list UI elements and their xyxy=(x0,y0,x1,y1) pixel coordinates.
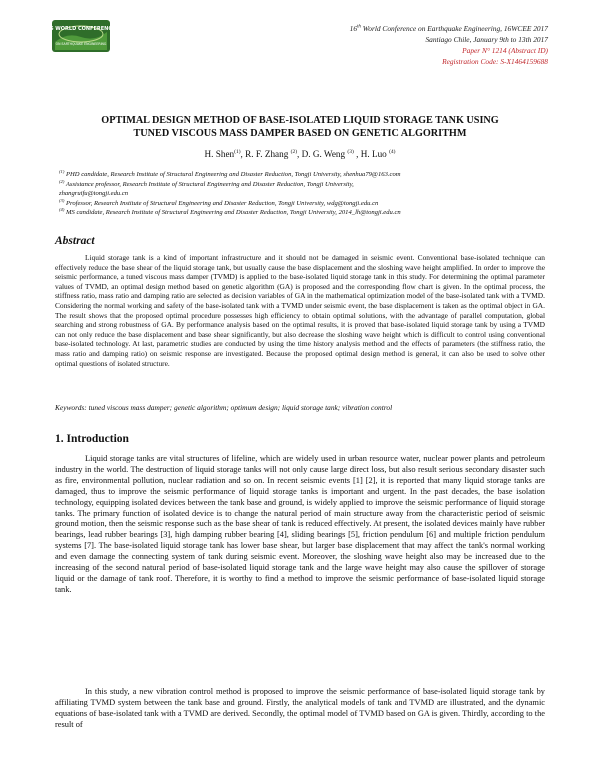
affiliation xyxy=(55,180,545,190)
affiliation-list xyxy=(55,170,545,218)
conference-place-date: Santiago Chile, January 9th to 13th 2017 xyxy=(425,35,548,44)
title-line-1: OPTIMAL DESIGN METHOD OF BASE-ISOLATED LIQUID STORAGE TANK USING xyxy=(101,115,499,126)
affiliation xyxy=(55,199,545,209)
affiliation-text: MS candidate, Research Institute of Structural Engineering and Disaster Reduction, Tongji University, 2014_lh@tongji.edu.cn xyxy=(64,209,401,217)
author-affiliation-mark: (2) xyxy=(290,148,298,155)
affiliation-mark: (4) xyxy=(59,207,65,213)
keywords: Keywords: tuned viscous mass damper; genetic algorithm; optimum design; liquid storage tank; vibration control xyxy=(55,403,393,412)
author xyxy=(245,149,301,159)
introduction-heading: 1. Introduction xyxy=(55,433,129,445)
abstract-heading: Abstract xyxy=(55,235,95,247)
author xyxy=(205,149,246,159)
author-name: H. Shen xyxy=(204,149,235,159)
affiliation-mark: (2) xyxy=(59,178,65,184)
paper-number: Paper N° 1214 (Abstract ID) xyxy=(462,46,548,55)
conference-header xyxy=(350,23,548,67)
author xyxy=(302,149,361,159)
affiliation-text: Professor, Research Institute of Structural Engineering and Disaster Reduction, Tongji University, wdg@tongji.edu.cn xyxy=(64,199,379,207)
affiliation-mark: (3) xyxy=(59,197,65,203)
logo-top-text: 16 WORLD CONFERENCE xyxy=(46,26,116,32)
introduction-paragraph-2: In this study, a new vibration control method is proposed to improve the seismic performance of base-isolated liquid storage tank by affiliating TVMD system between the tank base and ground. Firstly, the analytical models of tank and TVMD are illustrated, and the dynamic equations of base-isolated tank with a TVMD are derived. Secondly, the optimal model of TVMD based on GA is given. Thirdly, according to the result of xyxy=(55,687,545,729)
author xyxy=(361,149,396,159)
conference-name: 16th World Conference on Earthquake Engineering, 16WCEE 2017 xyxy=(349,24,548,33)
affiliation-text: Assistance professor, Research Institute of Structural Engineering and Disaster Reduction, Tongji University, xyxy=(64,180,354,188)
title-line-2: TUNED VISCOUS MASS DAMPER BASED ON GENETIC ALGORITHM xyxy=(133,127,467,139)
affiliation-mark: (1) xyxy=(59,168,65,174)
author-affiliation-mark: (1) xyxy=(234,148,241,155)
affiliation-text: PHD candidate, Research Institute of Structural Engineering and Disaster Reduction, Tongji University, shenhua79@163.com xyxy=(64,171,401,178)
author-list xyxy=(52,149,548,159)
author-separator: , xyxy=(240,149,246,159)
affiliation-text: zhangruifu@tongji.edu.cn xyxy=(59,190,129,198)
affiliation xyxy=(55,208,545,218)
introduction-paragraph-1: Liquid storage tanks are vital structures of lifeline, which are widely used in urban resource water, nuclear power plants and petroleum industry in the world. The destruction of liquid storage tanks will not only cause large direct loss, but also result serious secondary disaster such as fire, environmental pollution, nuclear radiation and so on. In recent seismic events [1] [2], it is reported that many liquid storage tanks are damaged, thus to improve the seismic performance of liquid storage tanks is important and urgent. In the past decades, the base isolation technology, equipping isolated devices between the tank base and ground, is widely applied to improve the seismic performance of liquid storage tanks. The primary function of isolated device is to change the natural period of main structure away from the characteristic period of seismic ground motion, then the seismic response such as the base shear of tank is reduced effectively. At present, the isolated devices mainly have rubber bearings, lead rubber bearings [3], high damping rubber bearing [4], sliding bearings [5], friction pendulum [6] and multiple friction pendulum systems [7]. The base-isolated liquid storage tank has lower base shear, but larger base displacement that may affect the tank's normal working and even damage the connecting system of tank during seismic event. Moreover, the sloshing wave height also may be increased due to the increasing of the second natural period of base-isolated liquid storage tank and the large wave height may also cause the spillover of storage liquid or the damage of tank roof. Therefore, it is worthy to find a method to improve the seismic performance of base-isolated liquid storage tank. xyxy=(55,454,545,594)
paper-title xyxy=(52,115,548,140)
abstract-body: Liquid storage tank is a kind of important infrastructure and it should not be damaged in seismic event. Conventional base-isolated technique can effectively reduce the base shear of the liquid storage tank, but usually cause the base displacement and the sloshing wave height amplified. In order to improve the seismic performance, a tuned viscous mass damper (TVMD) is applied to the base-isolated liquid storage tank in this study. For determining the optimal parameter values of TVMD, an optimal design method based on genetic algorithm (GA) is proposed and the corresponding flow chart is given. In the optimal process, the stiffness ratio, mass ratio and damping ratio are selected as decision variables of GA in the mathematical optimization model of the base-isolated tank with a TVMD. Considering the normal working and safety of the base-isolated tank with a TVMD under seismic event, the base displacement is taken as the optimal object in GA. The result shows that the proposed optimal procedure possesses high efficiency to obtain optimal solutions, with the advantage of parallel computation, global searching and strong robustness of GA. By performance analysis based on the optimal results, it is proved that base-isolated liquid storage tank by using a TVMD can not only reduce the base displacement and base shear significantly, but also decrease the sloshing wave height which is difficult to control using conventional base-isolated technology. At last, parametric studies are conducted by using the time history analysis method and the effects of parameters (the stiffness ratio, the mass ratio and damping ratio) on seismic response are investigated. Because the proposed optimal design method is general, it can also be used to solve other optimal questions of isolated structure. xyxy=(55,253,545,368)
registration-code: Registration Code: S-X1464159688 xyxy=(442,57,548,66)
logo-bottom-text: ON EARTHQUAKE ENGINEERING xyxy=(55,42,107,46)
affiliation xyxy=(55,189,545,199)
author-name: D. G. Weng xyxy=(301,149,348,159)
author-separator: , xyxy=(297,149,302,159)
author-separator: , xyxy=(353,149,361,159)
conference-logo xyxy=(46,20,116,52)
author-name: H. Luo xyxy=(360,149,390,159)
author-name: R. F. Zhang xyxy=(245,149,291,159)
author-affiliation-mark: (3) xyxy=(347,148,354,155)
author-affiliation-mark: (4) xyxy=(389,148,396,155)
affiliation xyxy=(55,170,545,180)
